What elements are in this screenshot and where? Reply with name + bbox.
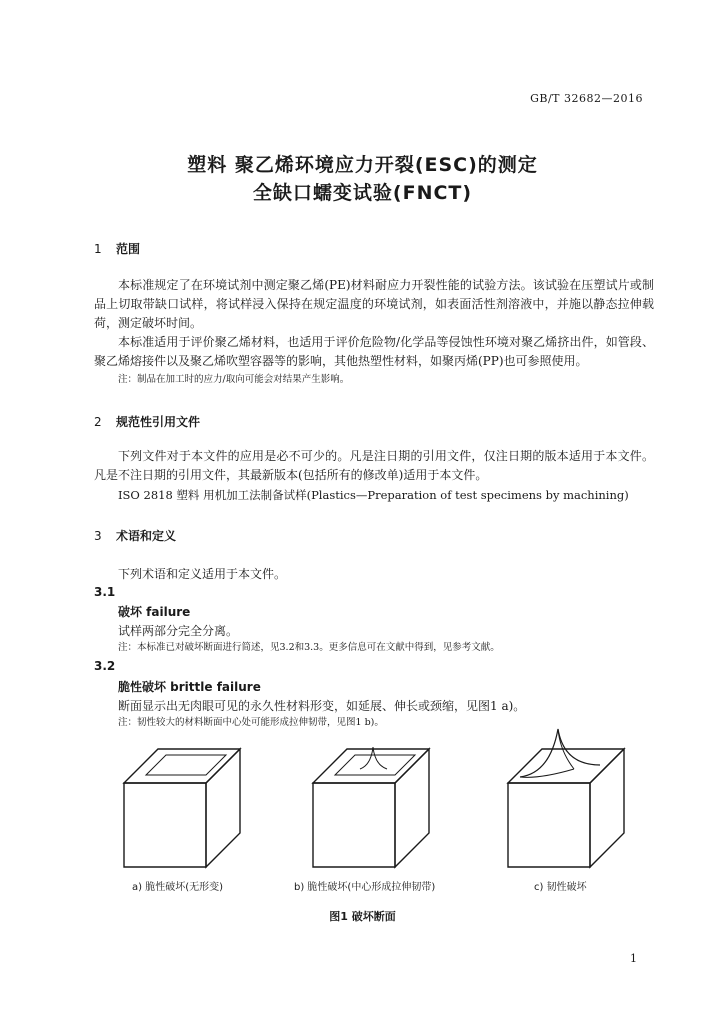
section-1-number: 1 (94, 242, 102, 256)
figure-caption-b: b) 脆性破坏(中心形成拉伸韧带) (294, 882, 436, 893)
section-2-para-1: 下列文件对于本文件的应用是必不可少的。凡是注日期的引用文件，仅注日期的版本适用于本文件。凡是不注日期的引用文件，其最新版本(包括所有的修改单)适用于本文件。 (94, 449, 654, 482)
section-2-number: 2 (94, 415, 102, 429)
section-3-title: 术语和定义 (116, 529, 177, 543)
term-3-1-definition: 试样两部分完全分离。 (118, 624, 239, 638)
section-1-para-2: 本标准适用于评价聚乙烯材料，也适用于评价危险物/化学品等侵蚀性环境对聚乙烯挤出件，如管段、聚乙烯熔接件以及聚乙烯吹塑容器等的影响，其他热塑性材料，如聚丙烯(PP)也可参照使用。 (94, 335, 654, 368)
section-1-note: 注：制品在加工时的应力/取向可能会对结果产生影响。 (118, 374, 350, 385)
section-1-title: 范围 (116, 242, 141, 256)
term-3-1-name: 破坏 failure (118, 605, 191, 619)
title-line-2: 全缺口蠕变试验(FNCT) (252, 182, 473, 204)
term-3-1-note: 注：本标准已对破坏断面进行简述，见3.2和3.3。更多信息可在文献中得到，见参考文献。 (118, 642, 500, 653)
term-3-2-definition: 断面显示出无肉眼可见的永久性材料形变，如延展、伸长或颈缩，见图1 a)。 (118, 699, 526, 713)
section-3-heading (94, 527, 176, 544)
term-3-2-name: 脆性破坏 brittle failure (118, 680, 261, 694)
page-number: 1 (630, 952, 637, 965)
figure-c-ductile-box (500, 725, 660, 870)
section-1-heading (94, 240, 140, 257)
figure-title: 图1 破坏断面 (329, 910, 396, 923)
figure-a-brittle-box (118, 735, 278, 870)
term-3-2-number: 3.2 (94, 659, 116, 673)
standard-number: GB/T 32682—2016 (530, 92, 643, 105)
figure-caption-a: a) 脆性破坏(无形变) (132, 882, 224, 893)
section-2-title: 规范性引用文件 (116, 415, 201, 429)
figure-caption-c: c) 韧性破坏 (534, 882, 587, 893)
section-3-intro: 下列术语和定义适用于本文件。 (118, 567, 287, 581)
normative-reference: ISO 2818 塑料 用机加工法制备试样(Plastics—Preparation of test specimens by machining) (118, 488, 629, 502)
term-3-2-note: 注：韧性较大的材料断面中心处可能形成拉伸韧带，见图1 b)。 (118, 717, 384, 728)
figure-b-ligament-box (305, 735, 465, 870)
section-1-para-1: 本标准规定了在环境试剂中测定聚乙烯(PE)材料耐应力开裂性能的试验方法。该试验在压塑试片或制品上切取带缺口试样，将试样浸入保持在规定温度的环境试剂，如表面活性剂溶液中，并施以静态拉伸载荷，测定破坏时间。 (94, 278, 654, 330)
term-3-1-number: 3.1 (94, 585, 116, 599)
section-3-number: 3 (94, 529, 102, 543)
section-2-heading (94, 413, 200, 430)
title-line-1: 塑料 聚乙烯环境应力开裂(ESC)的测定 (187, 154, 538, 176)
